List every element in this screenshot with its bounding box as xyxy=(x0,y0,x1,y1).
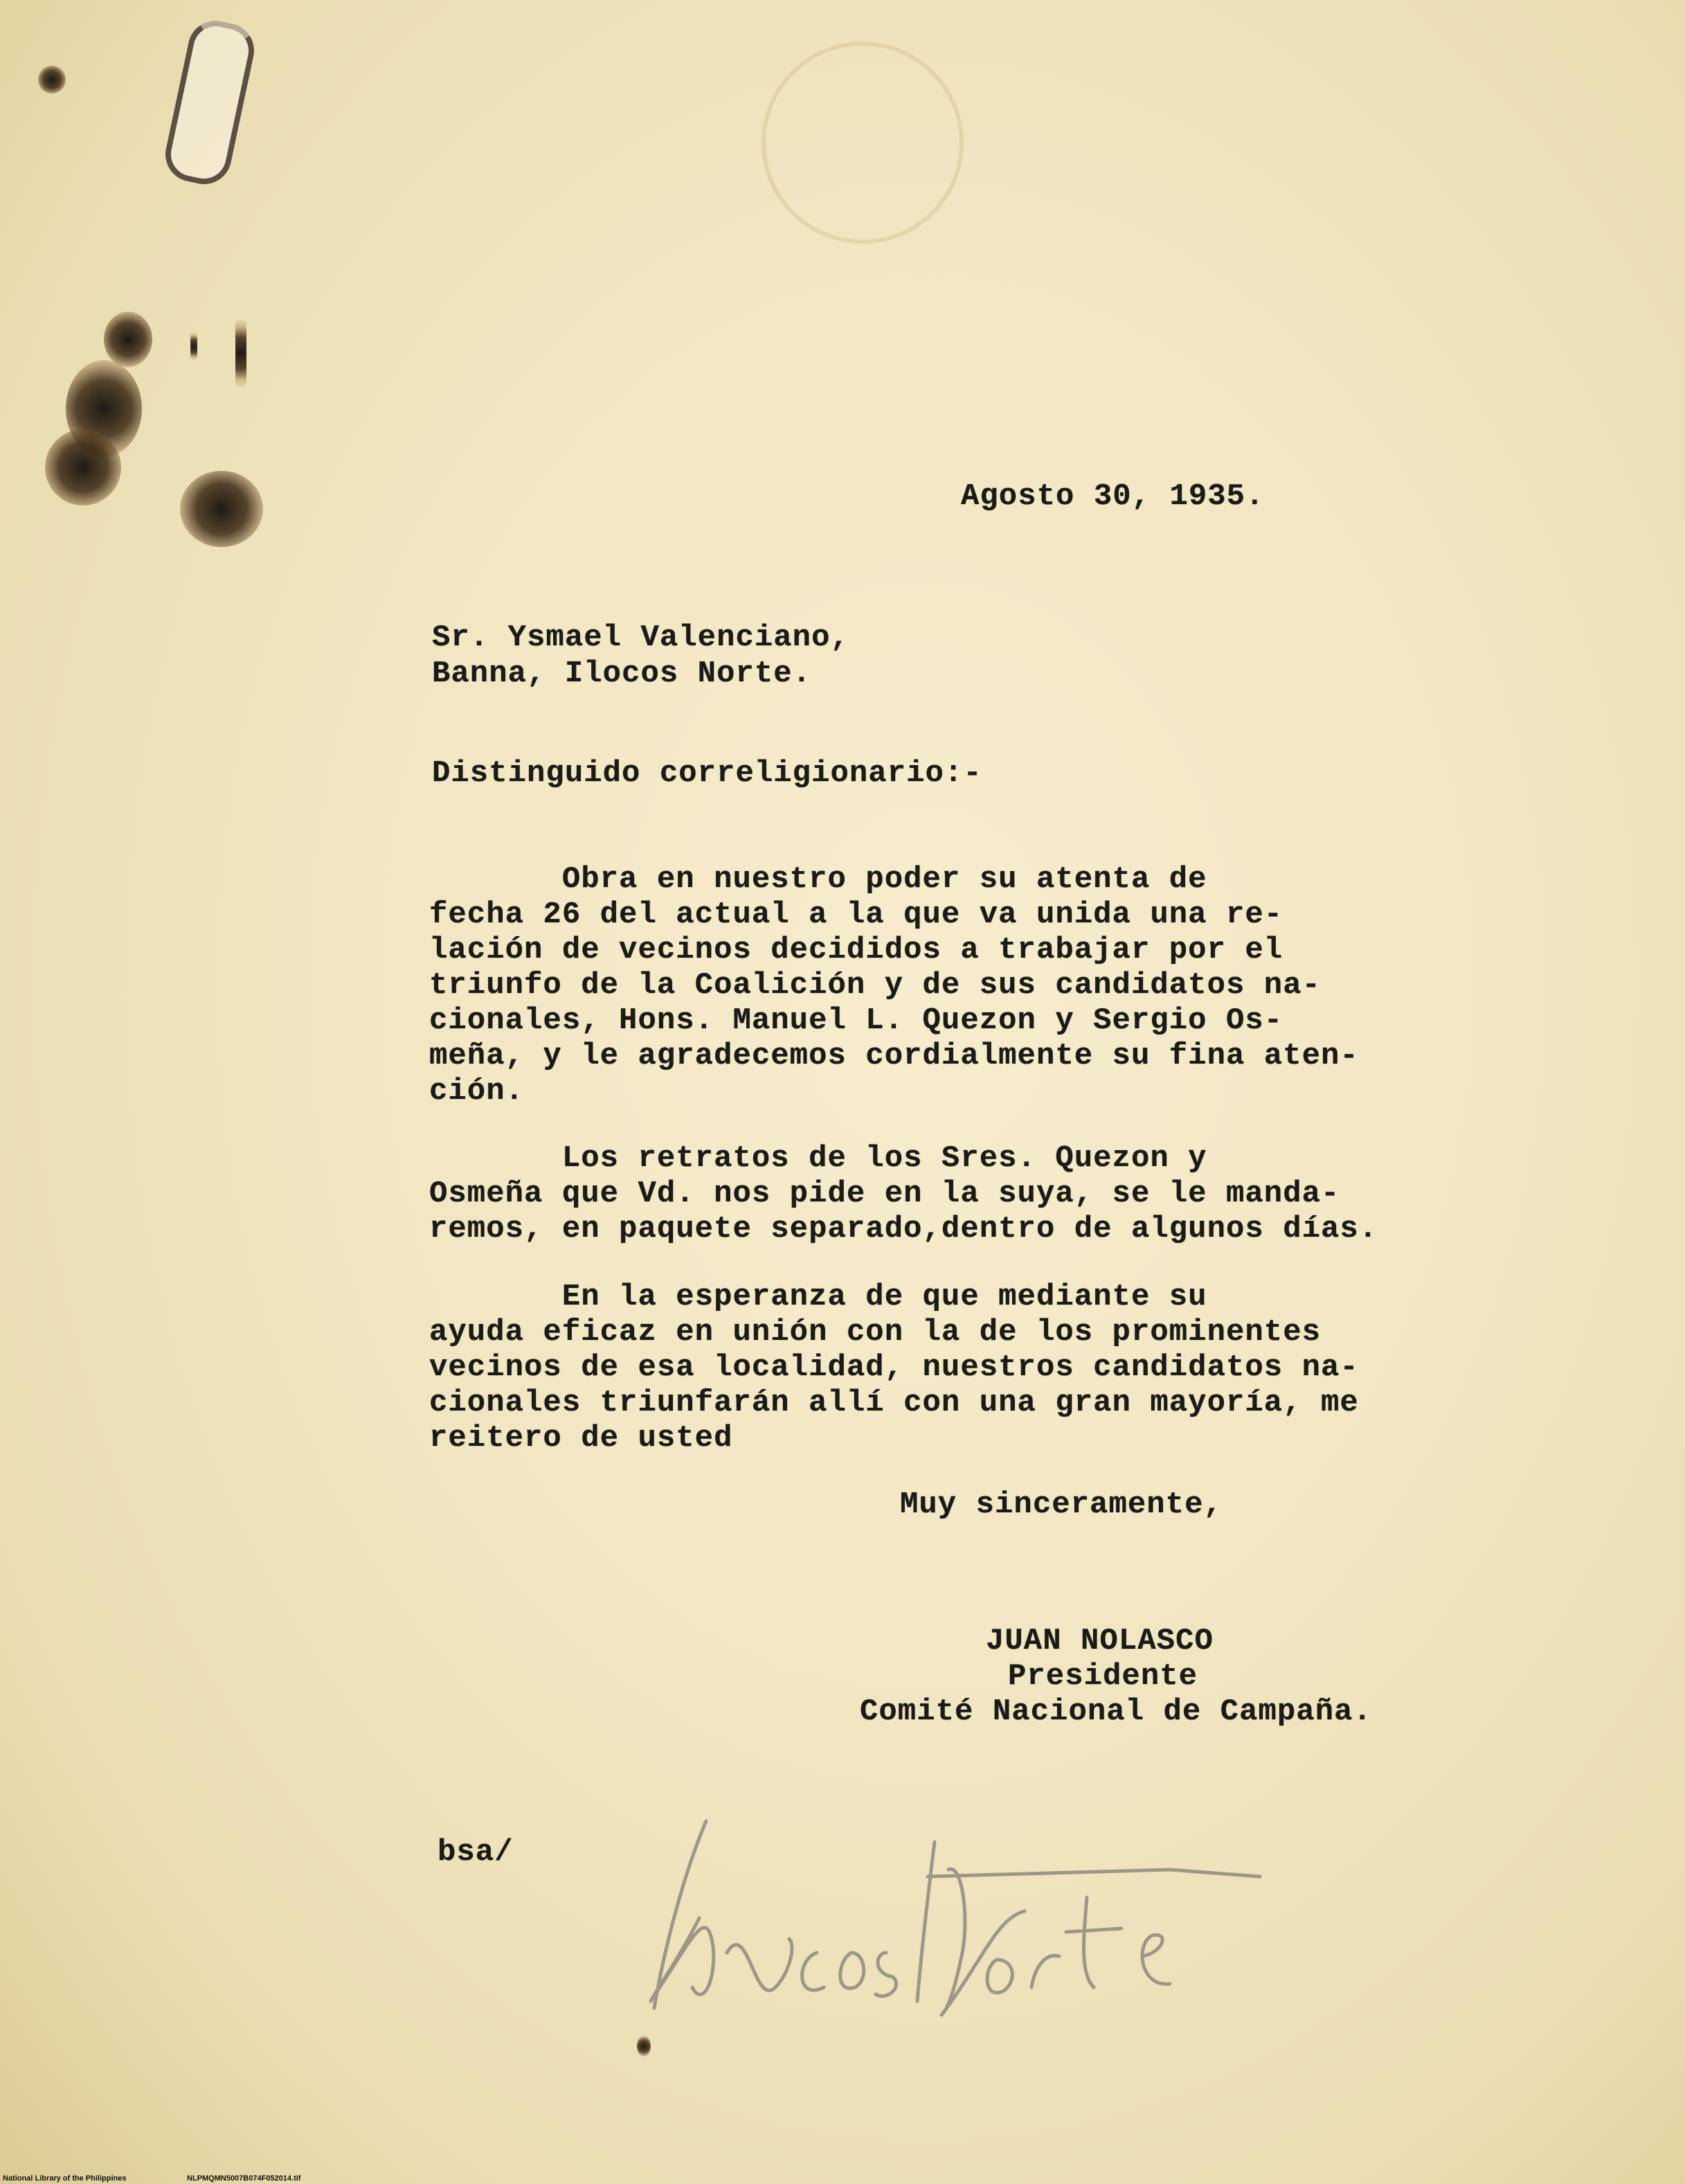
archive-institution: National Library of the Philippines xyxy=(3,2174,127,2183)
recipient-name: Sr. Ysmael Valenciano, xyxy=(432,620,849,655)
signatory-organization: Comité Nacional de Campaña. xyxy=(860,1694,1372,1729)
salutation: Distinguido correligionario:- xyxy=(432,756,982,791)
paragraph-line: ción. xyxy=(429,1074,525,1109)
paragraph-line: meña, y le agradecemos cordialmente su fina aten- xyxy=(429,1039,1359,1073)
paragraph-line: cionales, Hons. Manuel L. Quezon y Sergio Os- xyxy=(429,1003,1283,1038)
recipient-address: Banna, Ilocos Norte. xyxy=(432,656,812,691)
paragraph-line: En la esperanza de que mediante su xyxy=(429,1280,1207,1314)
paragraph-line: ayuda eficaz en unión con la de los prominentes xyxy=(429,1315,1322,1350)
paragraph-line: triunfo de la Coalición y de sus candidatos na- xyxy=(429,968,1322,1003)
burn-mark xyxy=(38,66,66,93)
burn-mark xyxy=(45,429,121,505)
paragraph-line: vecinos de esa localidad, nuestros candidatos na- xyxy=(429,1350,1359,1385)
pencil-note-handwriting xyxy=(637,1780,1288,2057)
closing: Muy sinceramente, xyxy=(900,1487,1223,1522)
signatory-name: JUAN NOLASCO xyxy=(986,1624,1214,1658)
burn-mark xyxy=(180,471,263,547)
signatory-title: Presidente xyxy=(1008,1659,1198,1694)
paragraph-line: fecha 26 del actual a la que va unida una re- xyxy=(429,897,1283,932)
paragraph-line: reitero de usted xyxy=(429,1421,733,1456)
burn-mark xyxy=(104,312,152,367)
paragraph-line: lación de vecinos decididos a trabajar por el xyxy=(429,933,1283,967)
paragraph-line: Obra en nuestro poder su atenta de xyxy=(429,862,1207,897)
archive-file-id: NLPMQMN5007B074F052014.tif xyxy=(187,2174,301,2183)
paper-clip-mark xyxy=(161,16,260,190)
burn-mark xyxy=(190,332,197,360)
typist-initials: bsa/ xyxy=(438,1835,514,1870)
paragraph-line: Osmeña que Vd. nos pide en la suya, se le manda- xyxy=(429,1176,1340,1211)
burn-mark xyxy=(235,319,246,388)
paragraph-line: cionales triunfarán allí con una gran mayoría, me xyxy=(429,1386,1359,1420)
paper-stain-ring xyxy=(762,42,964,244)
paragraph-line: Los retratos de los Sres. Quezon y xyxy=(429,1141,1207,1176)
ink-speck xyxy=(637,2036,651,2057)
paragraph-line: remos, en paquete separado,dentro de algunos días. xyxy=(429,1212,1378,1246)
pencil-note-text: Ilocos Norte xyxy=(945,2037,980,2045)
letter-date: Agosto 30, 1935. xyxy=(961,479,1265,514)
